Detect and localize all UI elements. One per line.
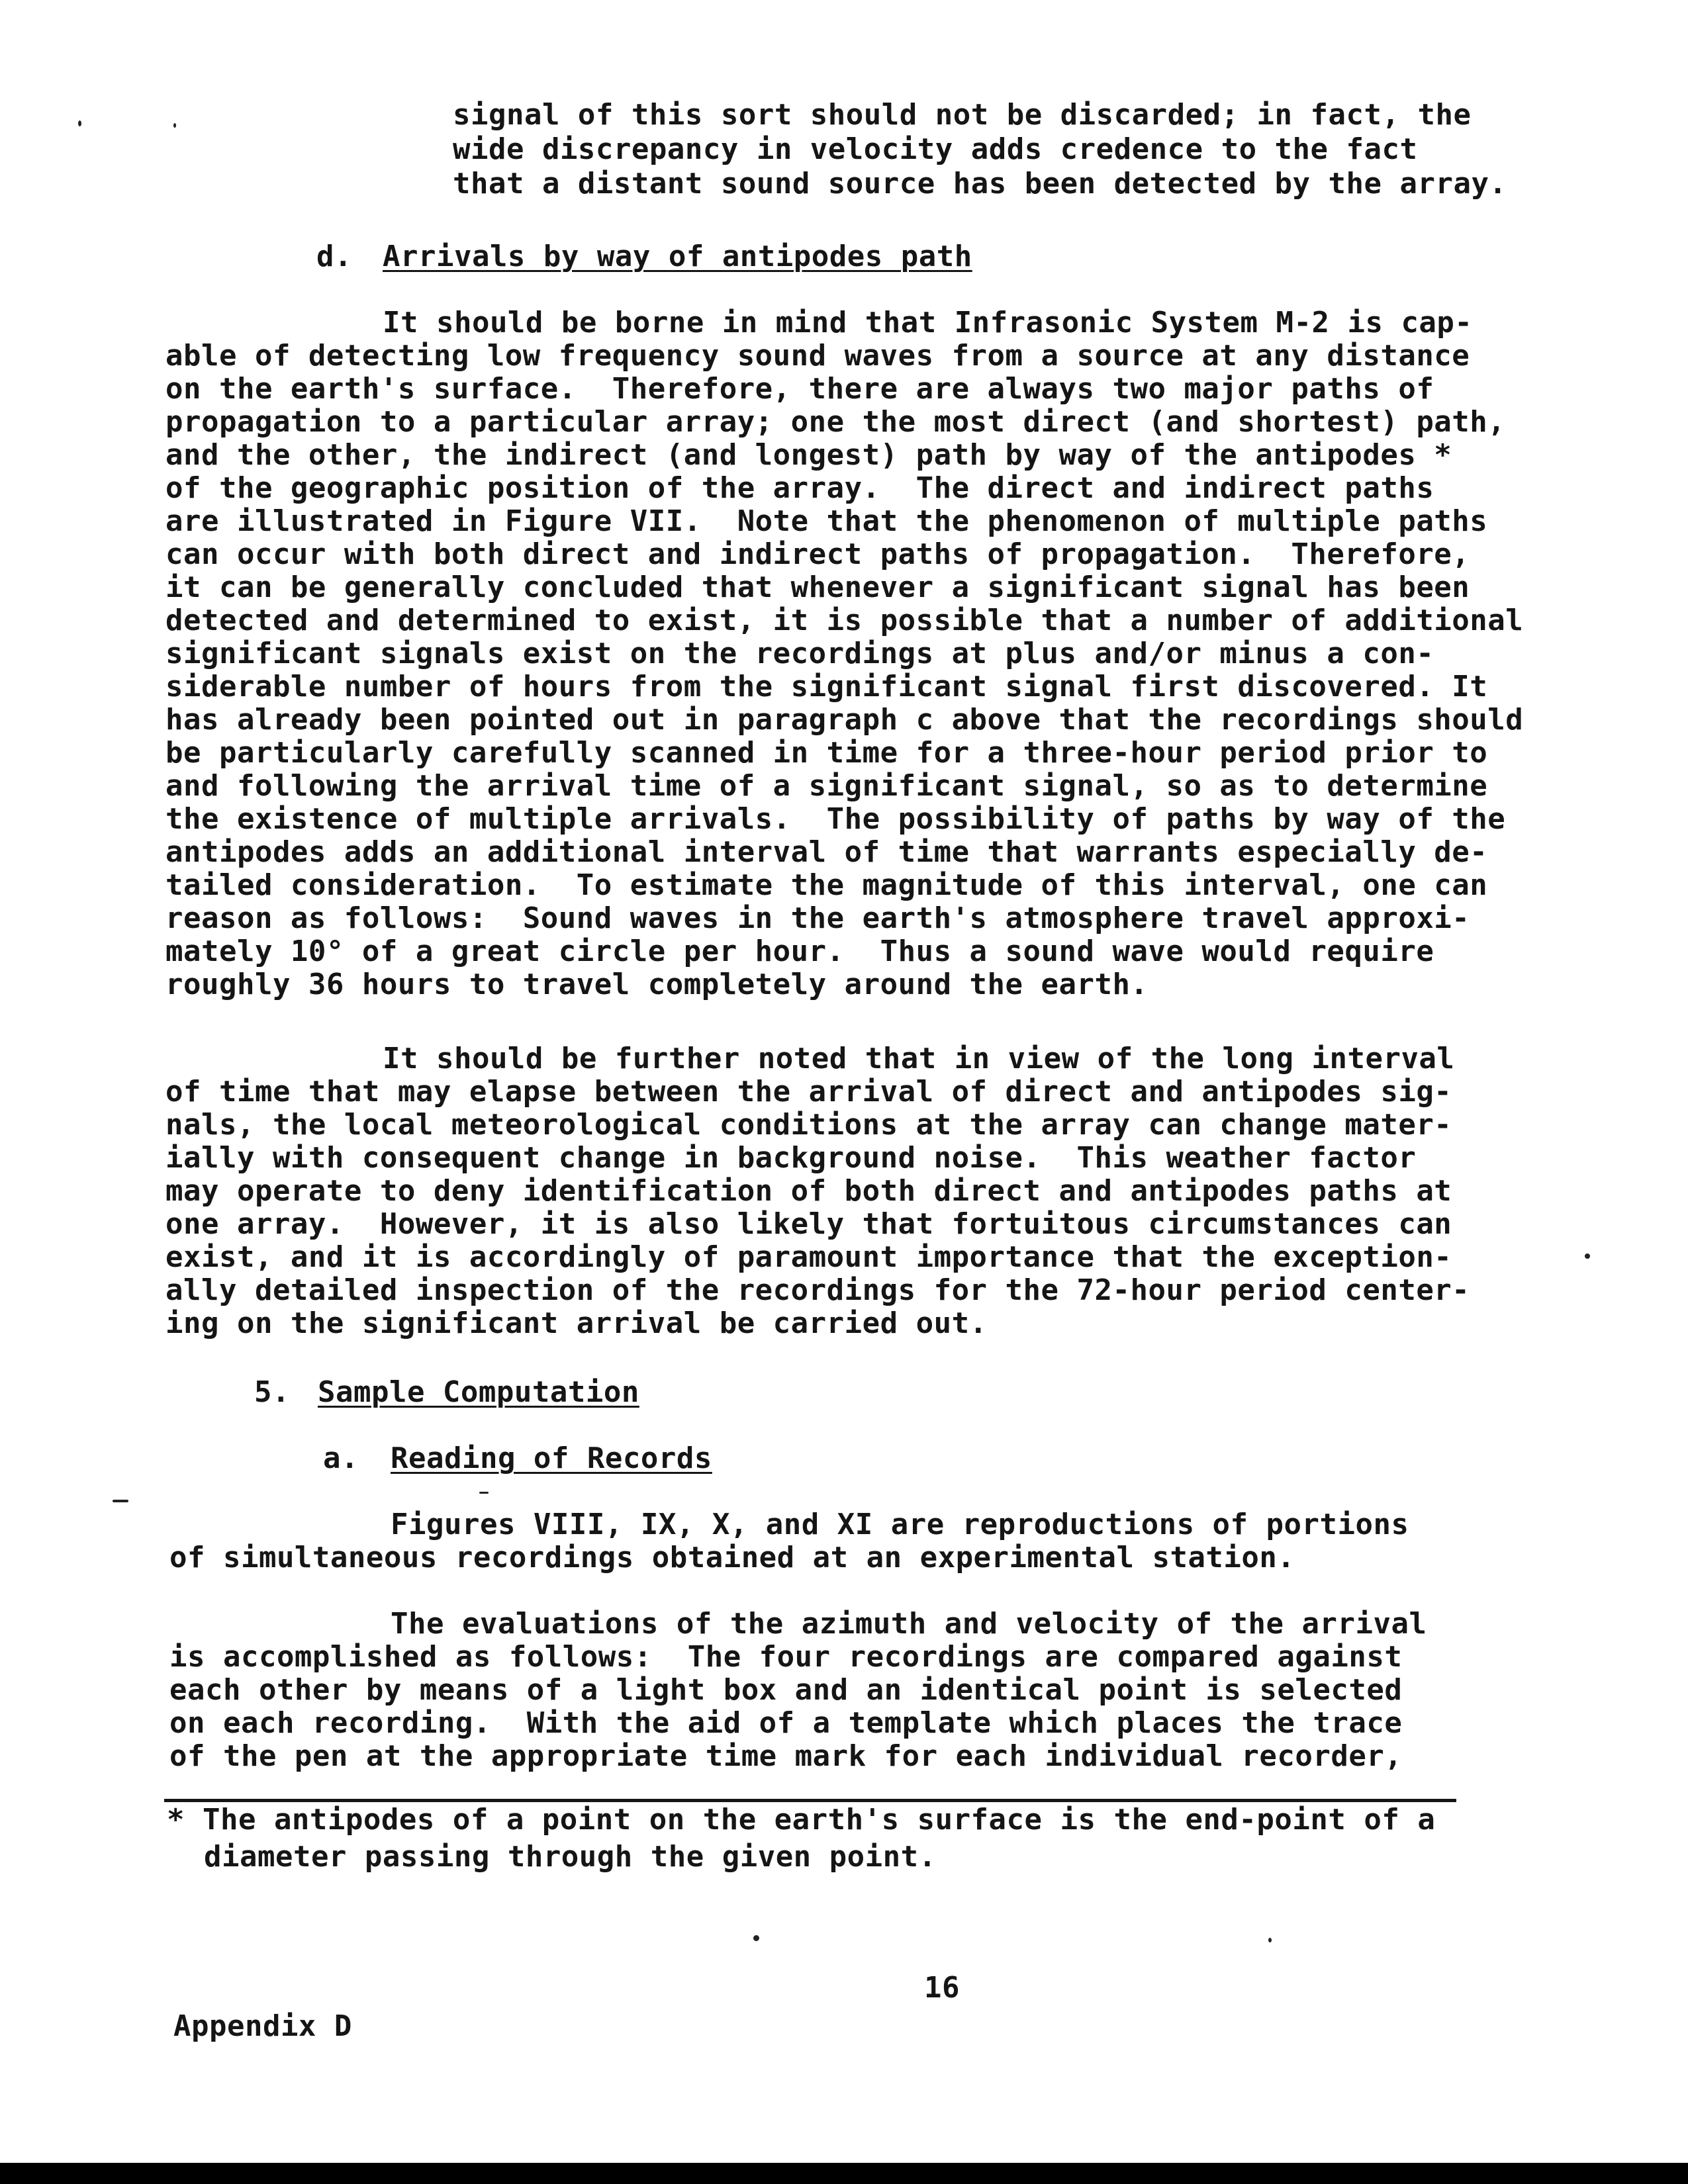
paragraph-2-line-1: It should be further noted that in view of the long interval xyxy=(383,1042,1455,1075)
paragraph-2-line-7: exist, and it is accordingly of paramount importance that the exception- xyxy=(165,1240,1452,1274)
top-paragraph-line-2: wide discrepancy in velocity adds credence to the fact xyxy=(453,132,1418,166)
paragraph-4-line-1: The evaluations of the azimuth and velocity of the arrival xyxy=(391,1607,1427,1641)
paragraph-1-line-6: of the geographic position of the array. The direct and indirect paths xyxy=(165,471,1434,505)
paragraph-2-line-8: ally detailed inspection of the recordings for the 72-hour period center- xyxy=(165,1273,1470,1307)
paragraph-1-line-14: be particularly carefully scanned in time for a three-hour period prior to xyxy=(165,736,1488,770)
paragraph-1-line-4: propagation to a particular array; one the most direct (and shortest) path, xyxy=(165,405,1506,439)
paragraph-1-line-12: siderable number of hours from the significant signal first discovered. It xyxy=(165,670,1488,704)
section-a-title: Reading of Records xyxy=(391,1441,712,1475)
section-5-title: Sample Computation xyxy=(318,1375,639,1409)
paragraph-2-line-2: of time that may elapse between the arrival of direct and antipodes sig- xyxy=(165,1075,1452,1109)
page-number: 16 xyxy=(924,1971,960,2005)
paragraph-1-line-16: the existence of multiple arrivals. The possibility of paths by way of the xyxy=(165,802,1506,836)
scan-speck xyxy=(479,1492,489,1494)
paragraph-1-line-11: significant signals exist on the recordings at plus and/or minus a con- xyxy=(165,637,1434,670)
scan-speck xyxy=(1585,1253,1590,1259)
paragraph-1-line-7: are illustrated in Figure VII. Note that the phenomenon of multiple paths xyxy=(165,504,1488,538)
scan-speck xyxy=(78,120,81,126)
paragraph-4-line-3: each other by means of a light box and an identical point is selected xyxy=(169,1673,1403,1707)
paragraph-2-line-6: one array. However, it is also likely that fortuitous circumstances can xyxy=(165,1207,1452,1241)
paragraph-2-line-9: ing on the significant arrival be carried out. xyxy=(165,1306,988,1340)
scan-speck xyxy=(1268,1938,1272,1942)
paragraph-2-line-5: may operate to deny identification of both direct and antipodes paths at xyxy=(165,1174,1452,1208)
paragraph-1-line-19: reason as follows: Sound waves in the earth's atmosphere travel approxi- xyxy=(165,901,1470,935)
paragraph-3-line-1: Figures VIII, IX, X, and XI are reproductions of portions xyxy=(391,1508,1409,1541)
paragraph-1-line-2: able of detecting low frequency sound waves from a source at any distance xyxy=(165,339,1470,373)
paragraph-1-line-3: on the earth's surface. Therefore, there are always two major paths of xyxy=(165,372,1434,406)
paragraph-1-line-1: It should be borne in mind that Infrasonic System M-2 is cap- xyxy=(383,306,1473,340)
paragraph-4-line-4: on each recording. With the aid of a template which places the trace xyxy=(169,1706,1403,1740)
paragraph-1-line-20: mately 10° of a great circle per hour. Thus a sound wave would require xyxy=(165,934,1434,968)
section-a-label: a. xyxy=(323,1441,359,1475)
scan-bottom-border xyxy=(0,2163,1688,2184)
scan-speck xyxy=(173,123,176,128)
paragraph-1-line-8: can occur with both direct and indirect paths of propagation. Therefore, xyxy=(165,537,1470,571)
section-d-title: Arrivals by way of antipodes path xyxy=(383,240,972,273)
footnote-line-2: diameter passing through the given point. xyxy=(204,1840,937,1874)
top-paragraph-line-3: that a distant sound source has been detected by the array. xyxy=(453,167,1507,201)
scan-speck xyxy=(753,1935,759,1941)
paragraph-1-line-17: antipodes adds an additional interval of time that warrants especially de- xyxy=(165,835,1488,869)
paragraph-2-line-4: ially with consequent change in background noise. This weather factor xyxy=(165,1141,1417,1175)
paragraph-2-line-3: nals, the local meteorological conditions at the array can change mater- xyxy=(165,1108,1452,1142)
paragraph-4-line-5: of the pen at the appropriate time mark for each individual recorder, xyxy=(169,1739,1403,1773)
paragraph-3-line-2: of simultaneous recordings obtained at an experimental station. xyxy=(169,1541,1295,1574)
appendix-label: Appendix D xyxy=(173,2009,352,2043)
section-d-label: d. xyxy=(316,240,352,273)
paragraph-1-line-18: tailed consideration. To estimate the magnitude of this interval, one can xyxy=(165,868,1488,902)
paragraph-1-line-10: detected and determined to exist, it is possible that a number of additional xyxy=(165,604,1524,637)
paragraph-1-line-15: and following the arrival time of a significant signal, so as to determine xyxy=(165,769,1488,803)
paragraph-1-line-21: roughly 36 hours to travel completely around the earth. xyxy=(165,968,1149,1001)
paragraph-1-line-5: and the other, the indirect (and longest) path by way of the antipodes * xyxy=(165,438,1452,472)
paragraph-1-line-13: has already been pointed out in paragraph c above that the recordings should xyxy=(165,703,1524,737)
paragraph-1-line-9: it can be generally concluded that whenever a significant signal has been xyxy=(165,570,1470,604)
scan-speck xyxy=(113,1500,128,1502)
section-5-label: 5. xyxy=(254,1375,290,1409)
footnote-line-1: * The antipodes of a point on the earth's surface is the end-point of a xyxy=(167,1803,1436,1837)
top-paragraph-line-1: signal of this sort should not be discarded; in fact, the xyxy=(453,98,1472,132)
paragraph-4-line-2: is accomplished as follows: The four recordings are compared against xyxy=(169,1640,1403,1674)
footnote-rule xyxy=(164,1799,1456,1802)
